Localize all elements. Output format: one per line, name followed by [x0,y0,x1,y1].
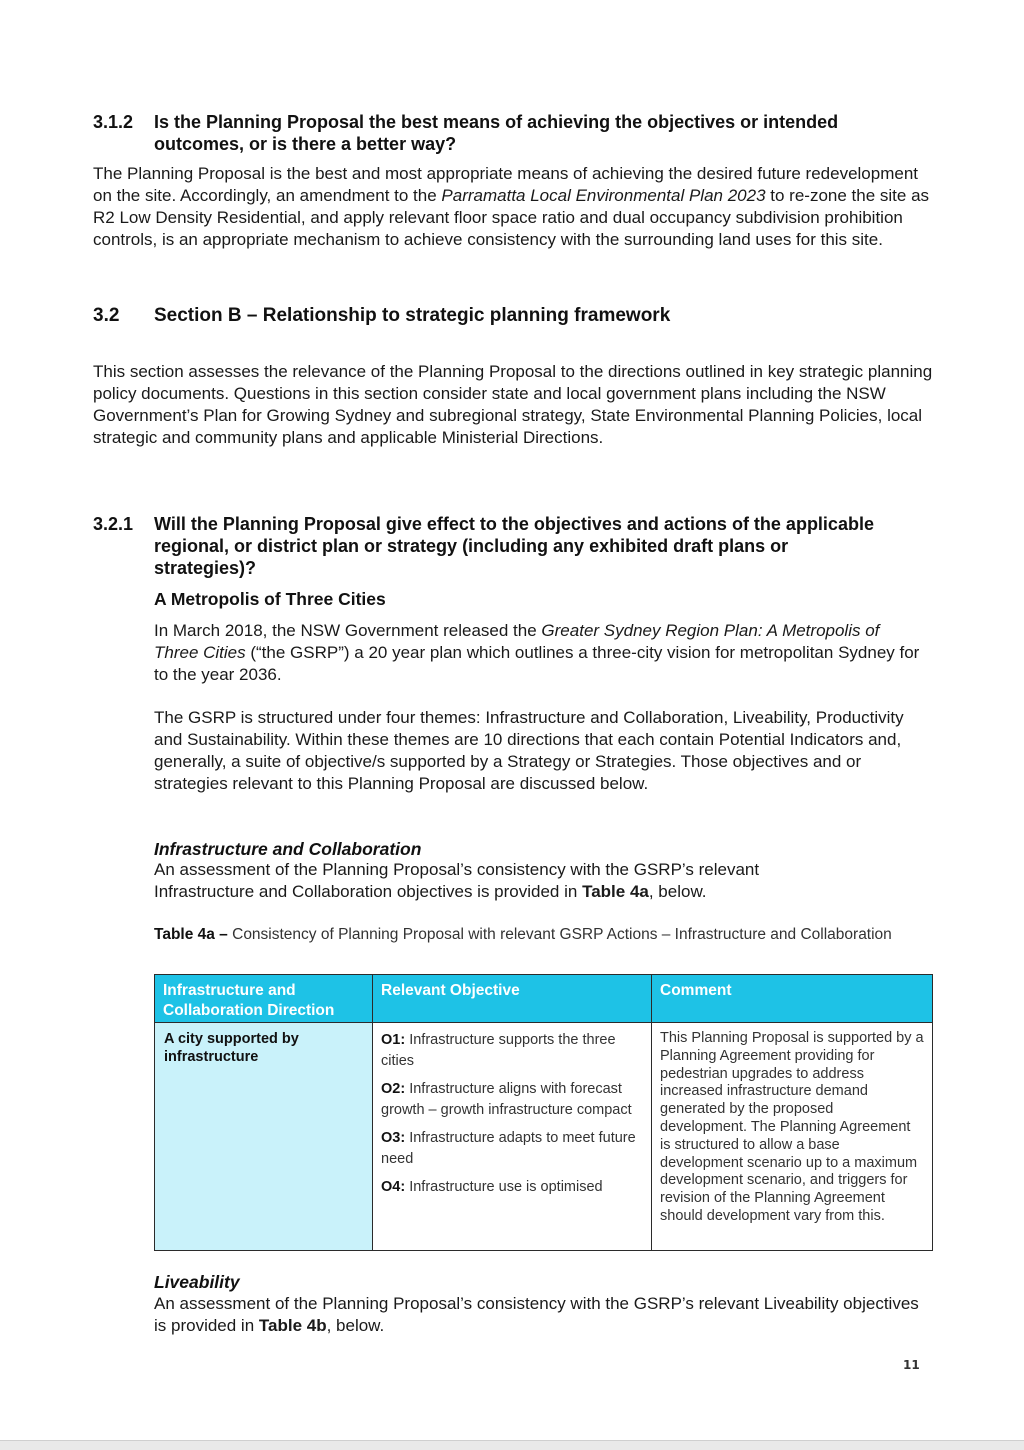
column-header: Infrastructure and Collaboration Direction [155,975,373,1023]
heading-line: outcomes, or is there a better way? [154,134,457,154]
objective-item: O4: Infrastructure use is optimised [381,1179,603,1195]
gsrp-themes-paragraph: The GSRP is structured under four themes: Infrastructure and Collaboration, Liveability, Productivity and Sustainability. Within these themes are 10 directions that each contain Potential Indicators and, generally, a suite of objective/s supported by a Strategy or Strategies. Those objectives and or strategies relevant to this Planning Proposal are discussed below. [154,708,904,793]
liveability-heading: Liveability [154,1272,240,1292]
heading-line: Is the Planning Proposal the best means of achieving the objectives or intended [154,112,839,132]
gsrp-intro-paragraph: In March 2018, the NSW Government released the Greater Sydney Region Plan: A Metropolis of Three Cities (“the GSRP”) a 20 year plan which outlines a three-city vision for metropolitan Sydney for to the year 2036. [154,621,920,684]
table-header-row [155,975,933,1023]
section-3-2-heading [93,305,933,327]
subheading-metropolis: A Metropolis of Three Cities [154,589,386,609]
heading-line: strategies)? [154,558,257,578]
section-3-1-2-paragraph: The Planning Proposal is the best and most appropriate means of achieving the desired future redevelopment on the site. Accordingly, an amendment to the Parramatta Local Environmental Plan 2023 to re-zone the site as R2 Low Density Residential, and apply relevant floor space ratio and dual occupancy subdivision prohibition controls, is an appropriate mechanism to achieve consistency with the surrounding land uses for this site. [93,164,930,249]
column-header: Comment [652,975,933,1023]
liveability-paragraph: An assessment of the Planning Proposal’s consistency with the GSRP’s relevant Liveability objectives is provided in Table 4b, below. [154,1294,919,1335]
direction-cell: A city supported by infrastructure [155,1023,373,1251]
section-3-1-2-heading [93,111,933,155]
heading-line: regional, or district plan or strategy (including any exhibited draft plans or [154,536,789,556]
objectives-cell [373,1023,652,1251]
comment-cell [652,1023,933,1251]
infrastructure-heading: Infrastructure and Collaboration [154,839,422,859]
heading-line: Will the Planning Proposal give effect to the objectives and actions of the applicable [154,514,874,534]
section-number: 3.1.2 [93,112,134,132]
comment-text: This Planning Proposal is supported by a Planning Agreement providing for pedestrian upgrades to address increased infrastructure demand generated by the proposed development. The Planning Agreement is structured to allow a base development scenario up to a maximum development scenario, and triggers for revision of the Planning Agreement should development vary from this. [660,1030,924,1224]
section-3-2-1-heading [93,513,933,579]
table-4a [154,974,933,1251]
table-row [155,1023,933,1251]
heading-title: Section B – Relationship to strategic planning framework [154,305,671,326]
section-3-2-paragraph: This section assesses the relevance of the Planning Proposal to the directions outlined in key strategic planning policy documents. Questions in this section consider state and local government plans including the NSW Government’s Plan for Growing Sydney and subregional strategy, State Environmental Planning Policies, local strategic and community plans and applicable Ministerial Directions. [93,362,933,447]
table-reference: Table 4b [258,1316,327,1335]
column-header: Relevant Objective [373,975,652,1023]
infrastructure-paragraph: An assessment of the Planning Proposal’s consistency with the GSRP’s relevant Infrastructure and Collaboration objectives is provided in Table 4a, below. [154,860,760,901]
section-number: 3.2.1 [93,514,134,534]
plan-title: Greater Sydney Region Plan: A Metropolis of Three Cities [154,621,880,662]
plan-title: Parramatta Local Environmental Plan 2023 [441,186,766,205]
objective-item: O2: Infrastructure aligns with forecast growth – growth infrastructure compact [381,1081,632,1118]
table-reference: Table 4a [582,882,649,901]
page-number: 11 [903,1358,920,1372]
objective-item: O1: Infrastructure supports the three cities [381,1032,616,1069]
objective-item: O3: Infrastructure adapts to meet future need [381,1130,636,1167]
section-number: 3.2 [93,305,120,326]
table-4a-caption: Table 4a – Consistency of Planning Proposal with relevant GSRP Actions – Infrastructure and Collaboration [154,926,892,943]
